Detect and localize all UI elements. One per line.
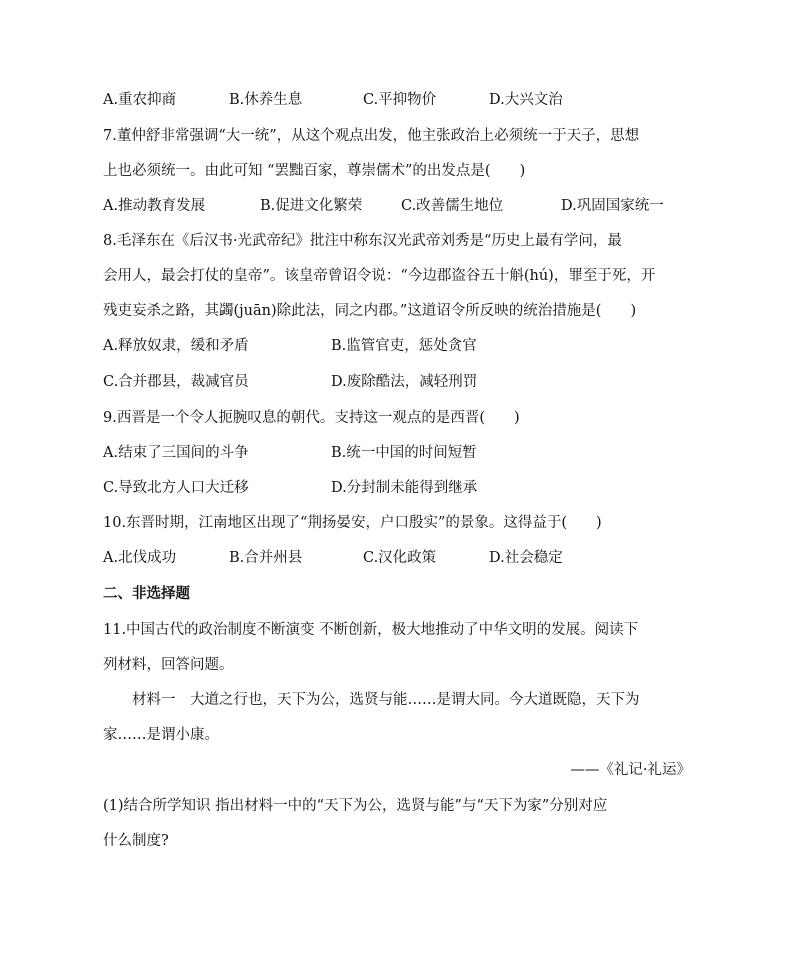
- q11-material1-source: ——《礼记·礼运》: [570, 762, 691, 778]
- q10-option-c: C.汉化政策: [363, 550, 437, 566]
- q9-option-c: C.导致北方人口大迁移: [103, 480, 249, 496]
- q8-option-a: A.释放奴隶，缓和矛盾: [103, 338, 249, 354]
- q11-stem-line1: 11.中国古代的政治制度不断演变 不断创新，极大地推动了中华文明的发展。阅读下: [103, 622, 639, 638]
- q6-option-a: A.重农抑商: [103, 92, 177, 108]
- q9-option-d: D.分封制未能得到继承: [331, 480, 478, 496]
- q10-option-d: D.社会稳定: [489, 550, 563, 566]
- q7-stem-line2: 上也必须统一。由此可知 “罢黜百家，尊崇儒术”的出发点是( ): [103, 163, 526, 179]
- q8-stem-line1: 8.毛泽东在《后汉书·光武帝纪》批注中称东汉光武帝刘秀是“历史上最有学问，最: [103, 233, 622, 249]
- q11-sub1-line1: (1)结合所学知识 指出材料一中的“天下为公，选贤与能”与“天下为家”分别对应: [103, 798, 608, 814]
- q7-option-b: B.促进文化繁荣: [260, 198, 363, 214]
- section-title: 二、非选择题: [103, 585, 190, 602]
- q11-material1-line2: 家……是谓小康。: [103, 727, 219, 743]
- q9-option-b: B.统一中国的时间短暂: [331, 445, 477, 461]
- q9-stem: 9.西晋是一个令人扼腕叹息的朝代。支持这一观点的是西晋( ): [103, 410, 520, 426]
- q11-stem-line2: 列材料，回答问题。: [103, 657, 234, 673]
- q8-option-d: D.废除酷法，减轻刑罚: [331, 374, 478, 390]
- q10-option-b: B.合并州县: [229, 550, 303, 566]
- q11-material1-line1: 材料一 大道之行也，天下为公，选贤与能……是谓大同。今大道既隐，天下为: [132, 692, 640, 708]
- q10-stem: 10.东晋时期，江南地区出现了“荆扬晏安，户口殷实”的景象。这得益于( ): [103, 515, 602, 531]
- q8-option-b: B.监管官吏，惩处贪官: [331, 338, 477, 354]
- q10-option-a: A.北伐成功: [103, 550, 177, 566]
- q8-option-c: C.合并郡县，裁减官员: [103, 374, 249, 390]
- q6-option-d: D.大兴文治: [489, 92, 563, 108]
- q7-stem-line1: 7.董仲舒非常强调“大一统”，从这个观点出发，他主张政治上必须统一于天子，思想: [103, 128, 640, 144]
- q11-sub1-line2: 什么制度?: [103, 833, 169, 849]
- q7-option-a: A.推动教育发展: [103, 198, 206, 214]
- q9-option-a: A.结束了三国间的斗争: [103, 445, 249, 461]
- q6-option-c: C.平抑物价: [363, 92, 437, 108]
- q6-option-b: B.休养生息: [229, 92, 303, 108]
- q8-stem-line3: 残吏妄杀之路，其蠲(juān)除此法，同之内郡。”这道诏令所反映的统治措施是( ): [103, 303, 637, 319]
- q8-stem-line2: 会用人，最会打仗的皇帝”。该皇帝曾诏令说：“今边郡盗谷五十斛(hú)，罪至于死，开: [103, 268, 656, 284]
- q7-option-c: C.改善儒生地位: [401, 198, 504, 214]
- q7-option-d: D.巩固国家统一: [561, 198, 664, 214]
